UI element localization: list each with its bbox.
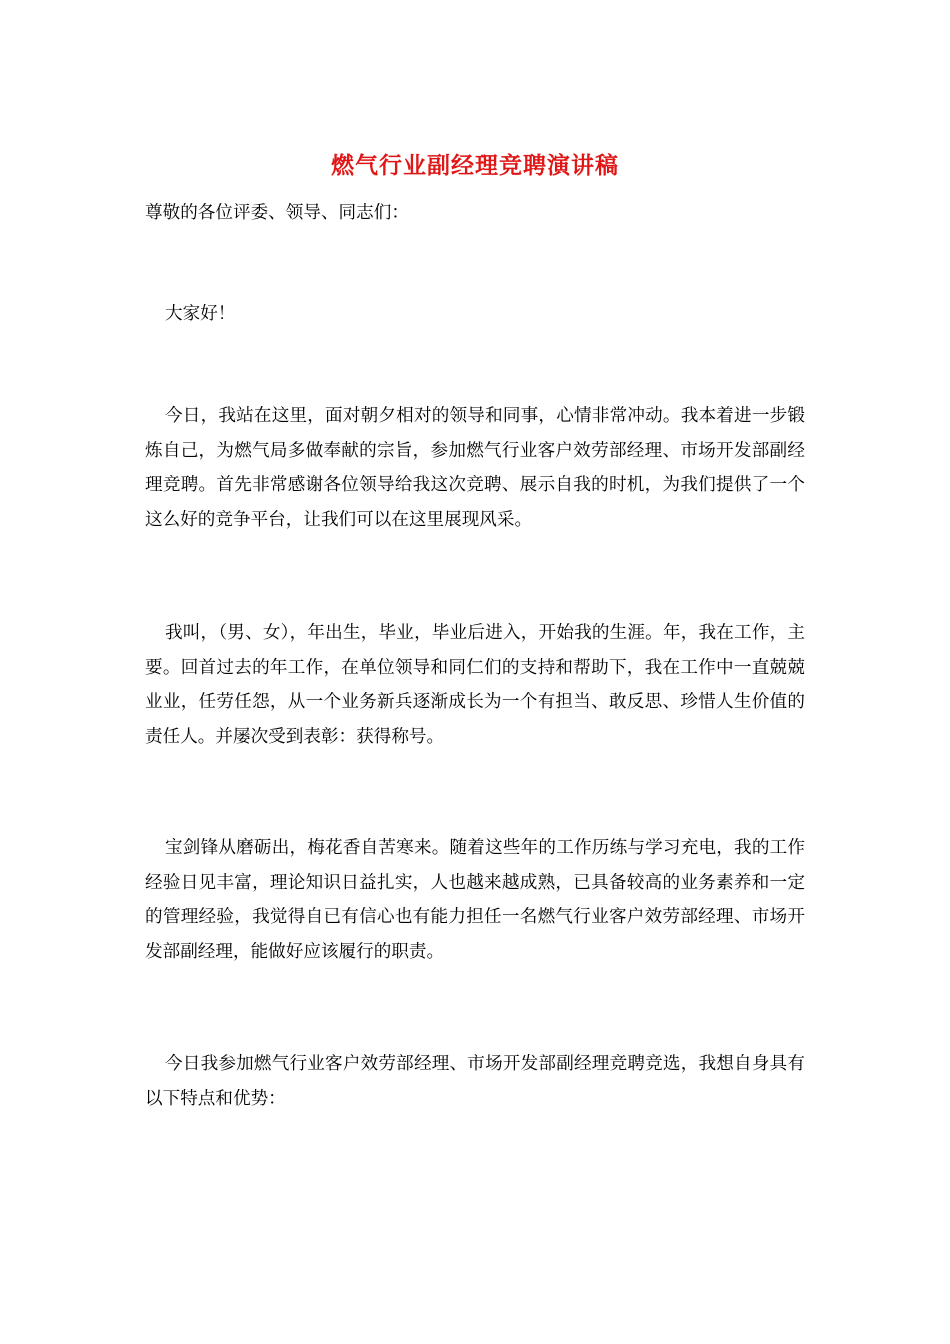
paragraph-greeting: 大家好！ xyxy=(165,304,236,324)
paragraph-experience: 宝剑锋从磨砺出，梅花香自苦寒来。随着这些年的工作历练与学习充电，我的工作经验日见丰富，理论知识日益扎实，人也越来越成熟，已具备较高的业务素养和一定的管理经验，我觉得自已有信心也有能力担任一名燃气行业客户效劳部经理、市场开发部副经理，能做好应该履行的职责。 xyxy=(145,838,805,963)
salutation: 尊敬的各位评委、领导、同志们： xyxy=(145,203,409,223)
paragraph-advantages: 今日我参加燃气行业客户效劳部经理、市场开发部副经理竞聘竞选，我想自身具有以下特点和优势： xyxy=(145,1054,805,1109)
paragraph-background: 我叫，（男、女），年出生，毕业，毕业后进入，开始我的生涯。年，我在工作，主要。回首过去的年工作，在单位领导和同仁们的支持和帮助下，我在工作中一直兢兢业业，任劳任怨，从一个业务新兵逐渐成长为一个有担当、敢反思、珍惜人生价值的责任人。并屡次受到表彰：获得称号。 xyxy=(145,623,805,748)
document-title: 燃气行业副经理竞聘演讲稿 xyxy=(331,152,619,179)
paragraph-intro: 今日，我站在这里，面对朝夕相对的领导和同事，心情非常冲动。我本着进一步锻炼自己，为燃气局多做奉献的宗旨，参加燃气行业客户效劳部经理、市场开发部副经理竞聘。首先非常感谢各位领导给我这次竞聘、展示自我的时机，为我们提供了一个这么好的竞争平台，让我们可以在这里展现风采。 xyxy=(145,406,805,531)
